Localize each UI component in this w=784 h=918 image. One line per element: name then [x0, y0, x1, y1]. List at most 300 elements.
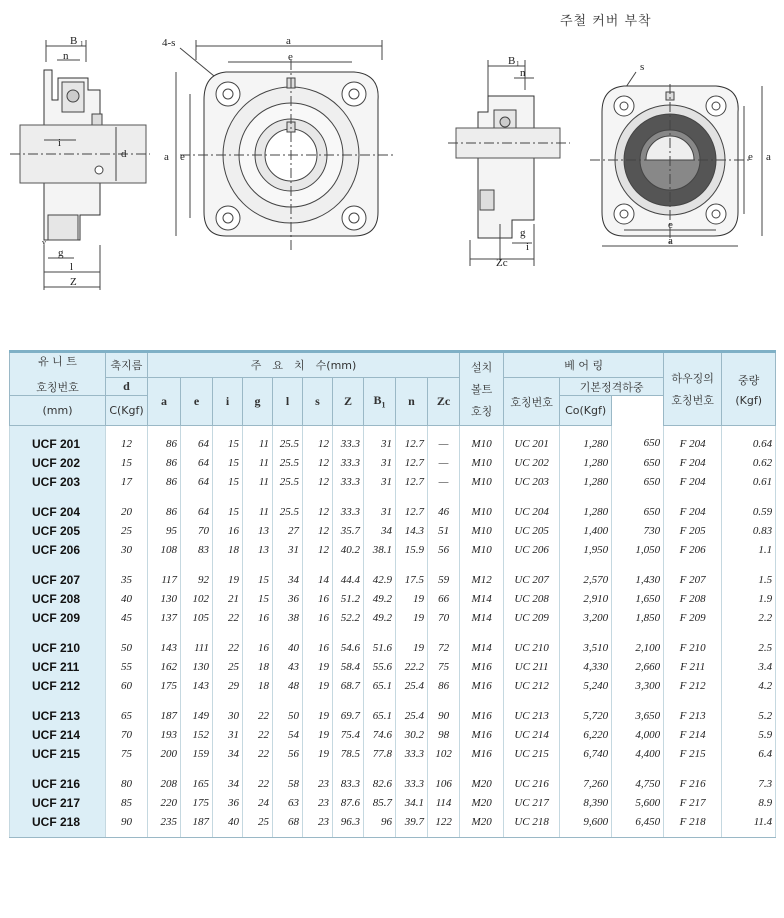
header-dim-s: s: [303, 378, 333, 426]
table-cell: 22: [243, 706, 273, 725]
table-cell: —: [428, 426, 460, 454]
table-cell: 14: [303, 570, 333, 589]
table-cell: M10: [460, 453, 504, 472]
table-cell: 15: [243, 570, 273, 589]
table-cell: 12.7: [396, 472, 428, 491]
table-cell: 39.7: [396, 812, 428, 838]
table-cell: 19: [213, 570, 243, 589]
header-shaft-dia: 축지름: [106, 352, 148, 378]
unit-number-cell: UCF 203: [10, 472, 106, 491]
table-cell: 3,200: [560, 608, 612, 627]
cover-attached-title: 주철 커버 부착: [560, 14, 652, 29]
table-cell: F 214: [664, 725, 722, 744]
table-cell: 16: [243, 638, 273, 657]
header-dim-i: i: [213, 378, 243, 426]
table-cell: 85.7: [364, 793, 396, 812]
label-d: d: [121, 148, 127, 160]
table-cell: 15: [243, 589, 273, 608]
table-cell: 18: [243, 676, 273, 695]
table-cell: 60: [106, 676, 148, 695]
table-cell: 49.2: [364, 608, 396, 627]
table-cell: 90: [428, 706, 460, 725]
table-row: [10, 540, 776, 559]
table-cell: 6,220: [560, 725, 612, 744]
table-cell: 25: [213, 657, 243, 676]
table-cell: 78.5: [333, 744, 364, 763]
table-cell: M16: [460, 744, 504, 763]
table-cell: 650: [612, 502, 664, 521]
table-cell: 33.3: [396, 774, 428, 793]
table-cell: 22.2: [396, 657, 428, 676]
unit-number-cell: UCF 211: [10, 657, 106, 676]
header-dim-a: a: [148, 378, 181, 426]
header-dim-zc: Zc: [428, 378, 460, 426]
unit-number-cell: UCF 206: [10, 540, 106, 559]
header-dim-e: e: [181, 378, 213, 426]
label-z: Z: [70, 276, 77, 288]
table-cell: 83: [181, 540, 213, 559]
table-cell: F 205: [664, 521, 722, 540]
table-cell: UC 210: [504, 638, 560, 657]
header-bolt: 설치 볼트 호칭: [460, 352, 504, 426]
table-cell: 25.5: [273, 502, 303, 521]
table-cell: 25.5: [273, 472, 303, 491]
table-cell: 1,400: [560, 521, 612, 540]
table-cell: 193: [148, 725, 181, 744]
table-cell: 4,330: [560, 657, 612, 676]
table-cell: M10: [460, 521, 504, 540]
table-cell: 12.7: [396, 453, 428, 472]
table-cell: 16: [243, 608, 273, 627]
table-cell: 20: [106, 502, 148, 521]
table-cell: 40: [273, 638, 303, 657]
table-cell: 1,850: [612, 608, 664, 627]
table-cell: 11: [243, 453, 273, 472]
table-cell: 34.1: [396, 793, 428, 812]
table-cell: 68: [273, 812, 303, 838]
table-cell: 122: [428, 812, 460, 838]
bearing-spec-table: [9, 350, 776, 838]
svg-text:1: 1: [516, 60, 520, 68]
header-co: Co(Kgf): [560, 396, 612, 426]
table-cell: M16: [460, 706, 504, 725]
table-cell: 235: [148, 812, 181, 838]
table-cell: 15: [106, 453, 148, 472]
table-cell: 0.62: [722, 453, 776, 472]
table-cell: 95: [148, 521, 181, 540]
table-cell: 2.2: [722, 608, 776, 627]
table-cell: 5,720: [560, 706, 612, 725]
table-cell: 25: [243, 812, 273, 838]
table-cell: 98: [428, 725, 460, 744]
table-cell: F 207: [664, 570, 722, 589]
table-cell: 58: [273, 774, 303, 793]
table-cell: UC 214: [504, 725, 560, 744]
table-cell: 15: [213, 426, 243, 454]
table-cell: 2.5: [722, 638, 776, 657]
table-cell: 31: [273, 540, 303, 559]
table-cell: F 208: [664, 589, 722, 608]
table-cell: 11: [243, 472, 273, 491]
table-cell: F 204: [664, 426, 722, 454]
table-cell: 75.4: [333, 725, 364, 744]
table-cell: 650: [612, 426, 664, 454]
header-bearing: 베 어 링: [504, 352, 664, 378]
table-cell: 64: [181, 502, 213, 521]
table-cell: F 210: [664, 638, 722, 657]
table-cell: 111: [181, 638, 213, 657]
table-cell: M16: [460, 725, 504, 744]
header-bearing-no: 호칭번호: [504, 378, 560, 426]
header-dim-l: l: [273, 378, 303, 426]
header-shaft-unit: (mm): [10, 396, 106, 426]
table-cell: 49.2: [364, 589, 396, 608]
label-e-top: e: [288, 51, 293, 63]
table-cell: UC 201: [504, 426, 560, 454]
table-cell: 1,280: [560, 426, 612, 454]
table-cell: 35.7: [333, 521, 364, 540]
table-cell: —: [428, 453, 460, 472]
table-cell: 43: [273, 657, 303, 676]
table-cell: 64: [181, 426, 213, 454]
table-cell: 1,050: [612, 540, 664, 559]
table-cell: F 211: [664, 657, 722, 676]
table-cell: 165: [181, 774, 213, 793]
unit-number-cell: UCF 205: [10, 521, 106, 540]
table-cell: 220: [148, 793, 181, 812]
table-cell: 17.5: [396, 570, 428, 589]
table-cell: 50: [106, 638, 148, 657]
table-cell: F 212: [664, 676, 722, 695]
table-cell: M20: [460, 812, 504, 838]
table-cell: 34: [213, 774, 243, 793]
table-cell: 31: [364, 426, 396, 454]
table-cell: 70: [106, 725, 148, 744]
table-cell: 77.8: [364, 744, 396, 763]
svg-text:s: s: [640, 61, 645, 73]
table-cell: 15: [213, 453, 243, 472]
table-cell: 11.4: [722, 812, 776, 838]
left-front-view: [162, 35, 395, 250]
table-cell: 117: [148, 570, 181, 589]
header-shaft-sym: d: [106, 378, 148, 396]
header-main-dims: 주 요 치 수(mm): [148, 352, 460, 378]
table-row: [10, 812, 776, 838]
table-cell: 34: [364, 521, 396, 540]
table-cell: 2,570: [560, 570, 612, 589]
table-cell: 9,600: [560, 812, 612, 838]
table-cell: 25.5: [273, 426, 303, 454]
table-cell: 56: [273, 744, 303, 763]
table-cell: 30: [213, 706, 243, 725]
table-cell: 650: [612, 472, 664, 491]
table-cell: UC 213: [504, 706, 560, 725]
table-cell: 143: [181, 676, 213, 695]
table-cell: 105: [181, 608, 213, 627]
table-cell: 22: [213, 638, 243, 657]
table-cell: 1,280: [560, 472, 612, 491]
table-cell: 55: [106, 657, 148, 676]
group-spacer: [10, 559, 776, 570]
table-cell: 86: [148, 502, 181, 521]
group-spacer: [10, 763, 776, 774]
unit-number-cell: UCF 208: [10, 589, 106, 608]
table-cell: 12: [303, 472, 333, 491]
table-cell: 1,430: [612, 570, 664, 589]
unit-number-cell: UCF 212: [10, 676, 106, 695]
table-cell: 108: [148, 540, 181, 559]
table-cell: 7,260: [560, 774, 612, 793]
table-cell: 3,300: [612, 676, 664, 695]
table-cell: 31: [364, 472, 396, 491]
label-b1: B: [70, 35, 78, 47]
table-cell: F 204: [664, 502, 722, 521]
table-cell: 18: [213, 540, 243, 559]
table-cell: 55.6: [364, 657, 396, 676]
table-cell: 19: [396, 638, 428, 657]
table-cell: 40: [213, 812, 243, 838]
table-cell: 65: [106, 706, 148, 725]
table-cell: 40: [106, 589, 148, 608]
table-cell: 0.83: [722, 521, 776, 540]
table-cell: 58.4: [333, 657, 364, 676]
table-cell: 68.7: [333, 676, 364, 695]
table-cell: F 217: [664, 793, 722, 812]
table-cell: 51.6: [364, 638, 396, 657]
table-cell: 16: [303, 608, 333, 627]
unit-number-cell: UCF 202: [10, 453, 106, 472]
group-spacer: [10, 695, 776, 706]
table-cell: 31: [364, 453, 396, 472]
table-cell: 24: [243, 793, 273, 812]
table-cell: 13: [243, 521, 273, 540]
table-cell: 22: [213, 608, 243, 627]
table-cell: M10: [460, 472, 504, 491]
table-cell: M12: [460, 570, 504, 589]
unit-number-cell: UCF 209: [10, 608, 106, 627]
table-cell: 34: [273, 570, 303, 589]
table-cell: 1.1: [722, 540, 776, 559]
header-load-rating: 기본정격하중: [560, 378, 664, 396]
table-cell: 48: [273, 676, 303, 695]
table-cell: F 204: [664, 453, 722, 472]
table-cell: M14: [460, 638, 504, 657]
table-cell: 5.9: [722, 725, 776, 744]
table-cell: 54: [273, 725, 303, 744]
table-cell: 16: [213, 521, 243, 540]
table-cell: UC 211: [504, 657, 560, 676]
table-cell: UC 206: [504, 540, 560, 559]
table-cell: 114: [428, 793, 460, 812]
table-cell: 87.6: [333, 793, 364, 812]
label-holes: 4-s: [162, 37, 176, 49]
table-cell: 70: [428, 608, 460, 627]
table-row: [10, 453, 776, 472]
table-row: [10, 608, 776, 627]
label-n: n: [63, 50, 69, 62]
table-cell: 650: [612, 453, 664, 472]
table-cell: 6,740: [560, 744, 612, 763]
svg-text:a: a: [668, 235, 673, 247]
table-cell: 4,000: [612, 725, 664, 744]
table-cell: 63: [273, 793, 303, 812]
unit-number-cell: UCF 215: [10, 744, 106, 763]
table-cell: 137: [148, 608, 181, 627]
table-cell: 15: [213, 472, 243, 491]
label-a-left: a: [164, 151, 169, 163]
label-g: g: [58, 247, 64, 259]
table-cell: 38.1: [364, 540, 396, 559]
table-cell: 3,650: [612, 706, 664, 725]
table-cell: 5,600: [612, 793, 664, 812]
table-cell: 159: [181, 744, 213, 763]
table-cell: M20: [460, 793, 504, 812]
table-cell: UC 218: [504, 812, 560, 838]
header-c: C(Kgf): [106, 396, 148, 426]
header-dim-g: g: [243, 378, 273, 426]
table-cell: 33.3: [333, 426, 364, 454]
table-cell: 72: [428, 638, 460, 657]
table-cell: 44.4: [333, 570, 364, 589]
table-cell: 2,910: [560, 589, 612, 608]
table-cell: F 206: [664, 540, 722, 559]
table-cell: UC 204: [504, 502, 560, 521]
table-row: [10, 744, 776, 763]
unit-number-cell: UCF 218: [10, 812, 106, 838]
unit-number-cell: UCF 207: [10, 570, 106, 589]
table-cell: 730: [612, 521, 664, 540]
table-cell: 175: [181, 793, 213, 812]
table-cell: 65.1: [364, 706, 396, 725]
table-cell: 187: [148, 706, 181, 725]
table-cell: 86: [428, 676, 460, 695]
table-row: [10, 570, 776, 589]
table-row: [10, 426, 776, 454]
table-cell: 34: [213, 744, 243, 763]
table-cell: 106: [428, 774, 460, 793]
table-row: [10, 657, 776, 676]
table-cell: UC 212: [504, 676, 560, 695]
table-cell: 54.6: [333, 638, 364, 657]
table-cell: 1,950: [560, 540, 612, 559]
unit-number-cell: UCF 201: [10, 426, 106, 454]
unit-number-cell: UCF 214: [10, 725, 106, 744]
table-cell: 50: [273, 706, 303, 725]
right-side-view: [448, 55, 570, 269]
svg-text:g: g: [520, 227, 526, 239]
table-cell: M16: [460, 657, 504, 676]
unit-number-cell: UCF 217: [10, 793, 106, 812]
table-cell: 175: [148, 676, 181, 695]
table-cell: UC 208: [504, 589, 560, 608]
table-cell: M10: [460, 426, 504, 454]
unit-number-cell: UCF 216: [10, 774, 106, 793]
table-cell: F 204: [664, 472, 722, 491]
table-cell: 8,390: [560, 793, 612, 812]
table-cell: 18: [243, 657, 273, 676]
table-cell: 83.3: [333, 774, 364, 793]
table-cell: 19: [303, 657, 333, 676]
table-cell: 102: [428, 744, 460, 763]
table-cell: 65.1: [364, 676, 396, 695]
header-dim-z: Z: [333, 378, 364, 426]
svg-text:Zc: Zc: [496, 257, 508, 269]
table-cell: 82.6: [364, 774, 396, 793]
table-cell: 36: [213, 793, 243, 812]
table-cell: 19: [303, 725, 333, 744]
svg-text:a: a: [766, 151, 771, 163]
table-cell: 12: [303, 453, 333, 472]
table-cell: 1,280: [560, 502, 612, 521]
header-dim-b1: $B_1$: [364, 378, 396, 426]
table-cell: 33.3: [333, 472, 364, 491]
label-l: l: [70, 261, 74, 273]
table-cell: 187: [181, 812, 213, 838]
label-e-left: e: [180, 151, 185, 163]
table-cell: 74.6: [364, 725, 396, 744]
table-cell: 86: [148, 453, 181, 472]
bearing-unit-drawings: [0, 0, 784, 340]
table-cell: 6.4: [722, 744, 776, 763]
table-cell: 11: [243, 502, 273, 521]
table-cell: 12: [303, 521, 333, 540]
table-cell: 25.4: [396, 676, 428, 695]
table-cell: 25.4: [396, 706, 428, 725]
table-cell: 7.3: [722, 774, 776, 793]
header-dim-n: n: [396, 378, 428, 426]
table-cell: F 218: [664, 812, 722, 838]
table-row: [10, 706, 776, 725]
table-cell: F 209: [664, 608, 722, 627]
header-weight: 중량 (Kgf): [722, 352, 776, 426]
table-cell: 64: [181, 472, 213, 491]
right-front-view: [590, 61, 771, 247]
table-cell: 12: [303, 540, 333, 559]
table-cell: 15.9: [396, 540, 428, 559]
table-cell: 0.64: [722, 426, 776, 454]
table-cell: 75: [428, 657, 460, 676]
table-cell: 25: [106, 521, 148, 540]
table-cell: 27: [273, 521, 303, 540]
table-cell: 3.4: [722, 657, 776, 676]
table-cell: 0.59: [722, 502, 776, 521]
table-cell: 16: [303, 638, 333, 657]
table-cell: F 216: [664, 774, 722, 793]
table-cell: 16: [303, 589, 333, 608]
table-cell: 52.2: [333, 608, 364, 627]
table-cell: 86: [148, 472, 181, 491]
table-cell: UC 209: [504, 608, 560, 627]
table-cell: 162: [148, 657, 181, 676]
table-cell: 22: [243, 774, 273, 793]
table-cell: 30.2: [396, 725, 428, 744]
table-cell: 51.2: [333, 589, 364, 608]
table-cell: 11: [243, 426, 273, 454]
table-cell: 19: [303, 744, 333, 763]
svg-text:v: v: [42, 238, 46, 247]
svg-text:e: e: [748, 151, 753, 163]
table-cell: UC 205: [504, 521, 560, 540]
table-cell: M14: [460, 608, 504, 627]
table-row: [10, 589, 776, 608]
table-cell: 23: [303, 774, 333, 793]
table-cell: 96: [364, 812, 396, 838]
table-cell: 19: [303, 706, 333, 725]
table-row: [10, 676, 776, 695]
svg-text:B: B: [508, 55, 516, 67]
unit-number-cell: UCF 213: [10, 706, 106, 725]
table-cell: 40.2: [333, 540, 364, 559]
